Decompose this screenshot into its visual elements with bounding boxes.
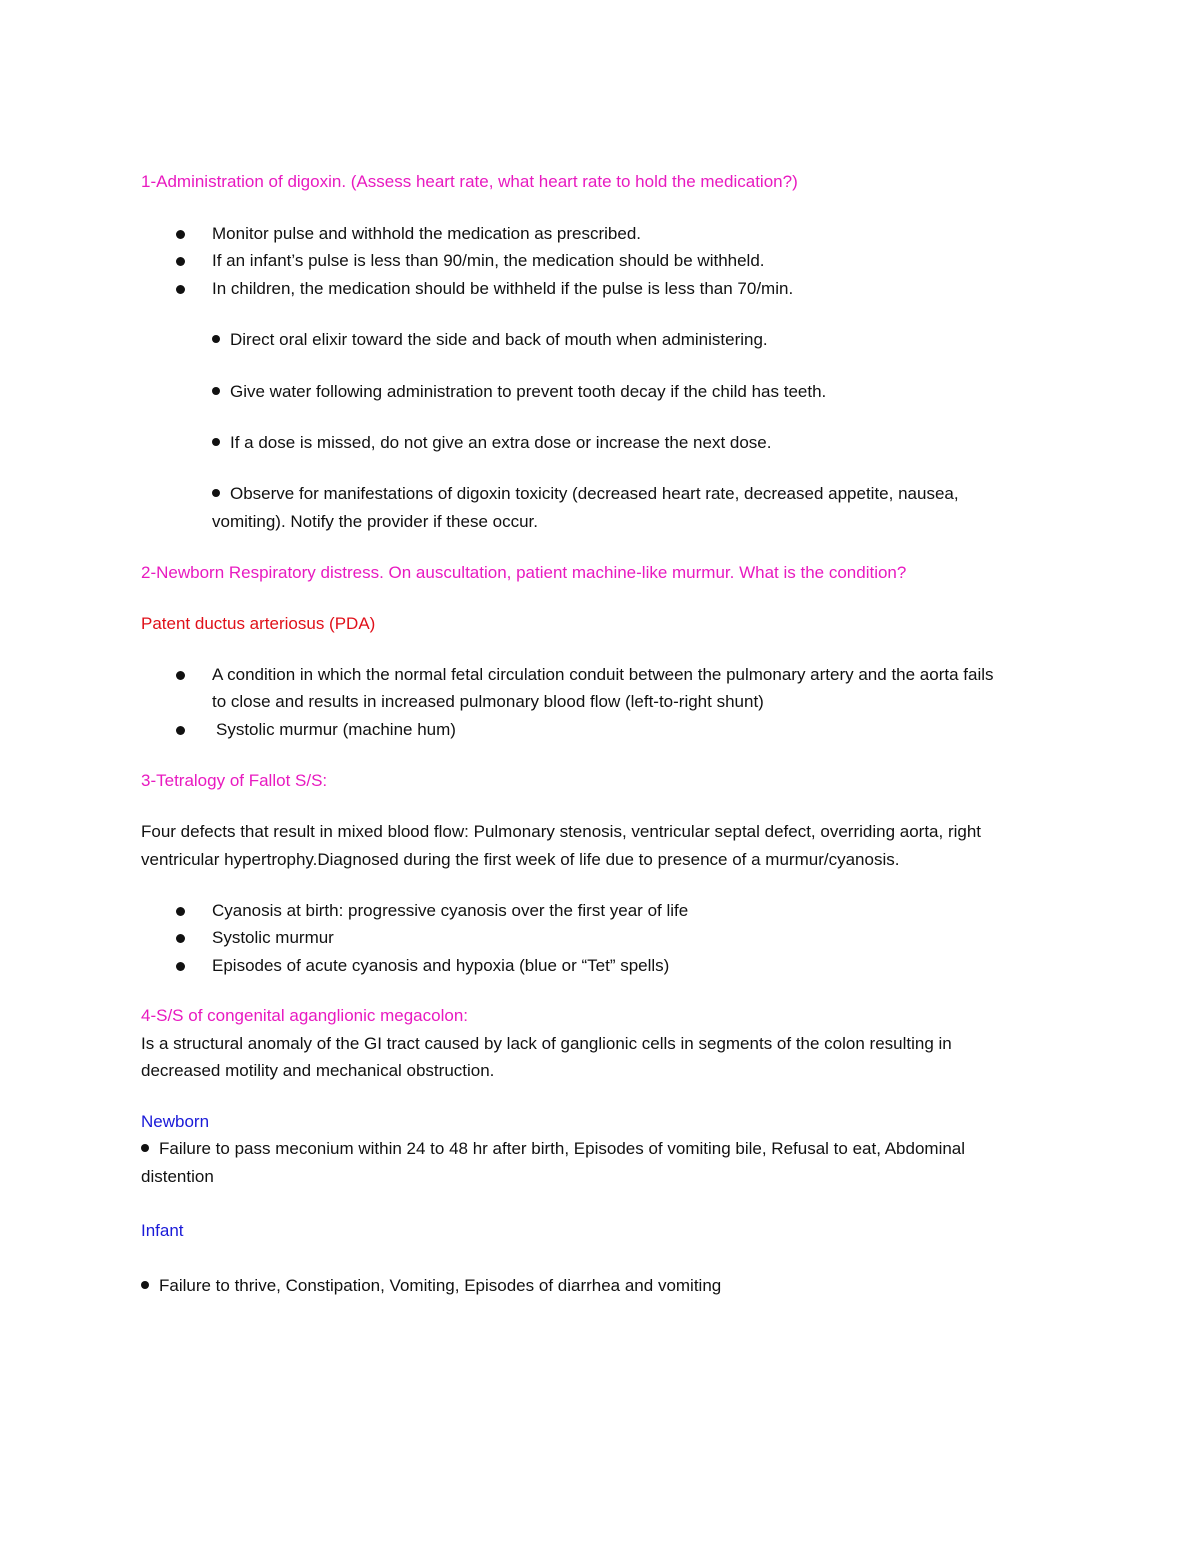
list-item: Systolic murmur (machine hum) xyxy=(216,720,456,739)
section1-heading: 1-Administration of digoxin. (Assess heart rate, what heart rate to hold the medication?) xyxy=(141,172,798,191)
bullet-icon xyxy=(212,387,220,395)
section2-answer: Patent ductus arteriosus (PDA) xyxy=(141,614,376,633)
list-item-continuation: to close and results in increased pulmonary blood flow (left-to-right shunt) xyxy=(212,692,764,711)
paragraph: Four defects that result in mixed blood flow: Pulmonary stenosis, ventricular septal defect, overriding aorta, right xyxy=(141,822,982,841)
section4-heading: 4-S/S of congenital aganglionic megacolon: xyxy=(141,1006,468,1025)
infant-label: Infant xyxy=(141,1221,184,1240)
list-item-continuation: distention xyxy=(141,1167,214,1186)
sub-list-item: Observe for manifestations of digoxin toxicity (decreased heart rate, decreased appetite, nausea, xyxy=(212,484,959,504)
bullet-icon xyxy=(212,489,220,497)
bullet-icon xyxy=(176,907,185,916)
sub-list-item: Direct oral elixir toward the side and back of mouth when administering. xyxy=(212,330,768,350)
list-item: Episodes of acute cyanosis and hypoxia (blue or “Tet” spells) xyxy=(212,956,670,975)
list-item: A condition in which the normal fetal circulation conduit between the pulmonary artery and the aorta fails xyxy=(212,665,994,684)
bullet-icon xyxy=(141,1144,149,1152)
bullet-icon xyxy=(176,285,185,294)
bullet-icon xyxy=(176,962,185,971)
list-item: If an infant’s pulse is less than 90/min, the medication should be withheld. xyxy=(212,251,765,270)
section3-heading: 3-Tetralogy of Fallot S/S: xyxy=(141,771,328,790)
list-item: Failure to thrive, Constipation, Vomiting, Episodes of diarrhea and vomiting xyxy=(141,1276,721,1296)
section2-heading: 2-Newborn Respiratory distress. On auscultation, patient machine-like murmur. What is the condition? xyxy=(141,563,907,582)
bullet-icon xyxy=(176,230,185,239)
newborn-label: Newborn xyxy=(141,1112,210,1131)
bullet-icon xyxy=(176,934,185,943)
sub-list-item: Give water following administration to prevent tooth decay if the child has teeth. xyxy=(212,382,826,402)
list-item: Monitor pulse and withhold the medication as prescribed. xyxy=(212,224,642,243)
sub-list-item: If a dose is missed, do not give an extra dose or increase the next dose. xyxy=(212,433,771,453)
bullet-icon xyxy=(212,438,220,446)
bullet-icon xyxy=(176,726,185,735)
bullet-icon xyxy=(176,671,185,680)
list-item: Systolic murmur xyxy=(212,928,334,947)
list-item: Failure to pass meconium within 24 to 48 hr after birth, Episodes of vomiting bile, Refusal to eat, Abdominal xyxy=(141,1139,965,1159)
paragraph: ventricular hypertrophy.Diagnosed during the first week of life due to presence of a murmur/cyanosis. xyxy=(141,850,900,869)
bullet-icon xyxy=(176,257,185,266)
bullet-icon xyxy=(141,1281,149,1289)
paragraph: Is a structural anomaly of the GI tract caused by lack of ganglionic cells in segments of the colon resulting in xyxy=(141,1034,952,1053)
sub-list-item-continuation: vomiting). Notify the provider if these occur. xyxy=(212,512,538,531)
list-item: Cyanosis at birth: progressive cyanosis over the first year of life xyxy=(212,901,689,920)
paragraph: decreased motility and mechanical obstruction. xyxy=(141,1061,495,1080)
bullet-icon xyxy=(212,335,220,343)
list-item: In children, the medication should be withheld if the pulse is less than 70/min. xyxy=(212,279,794,298)
